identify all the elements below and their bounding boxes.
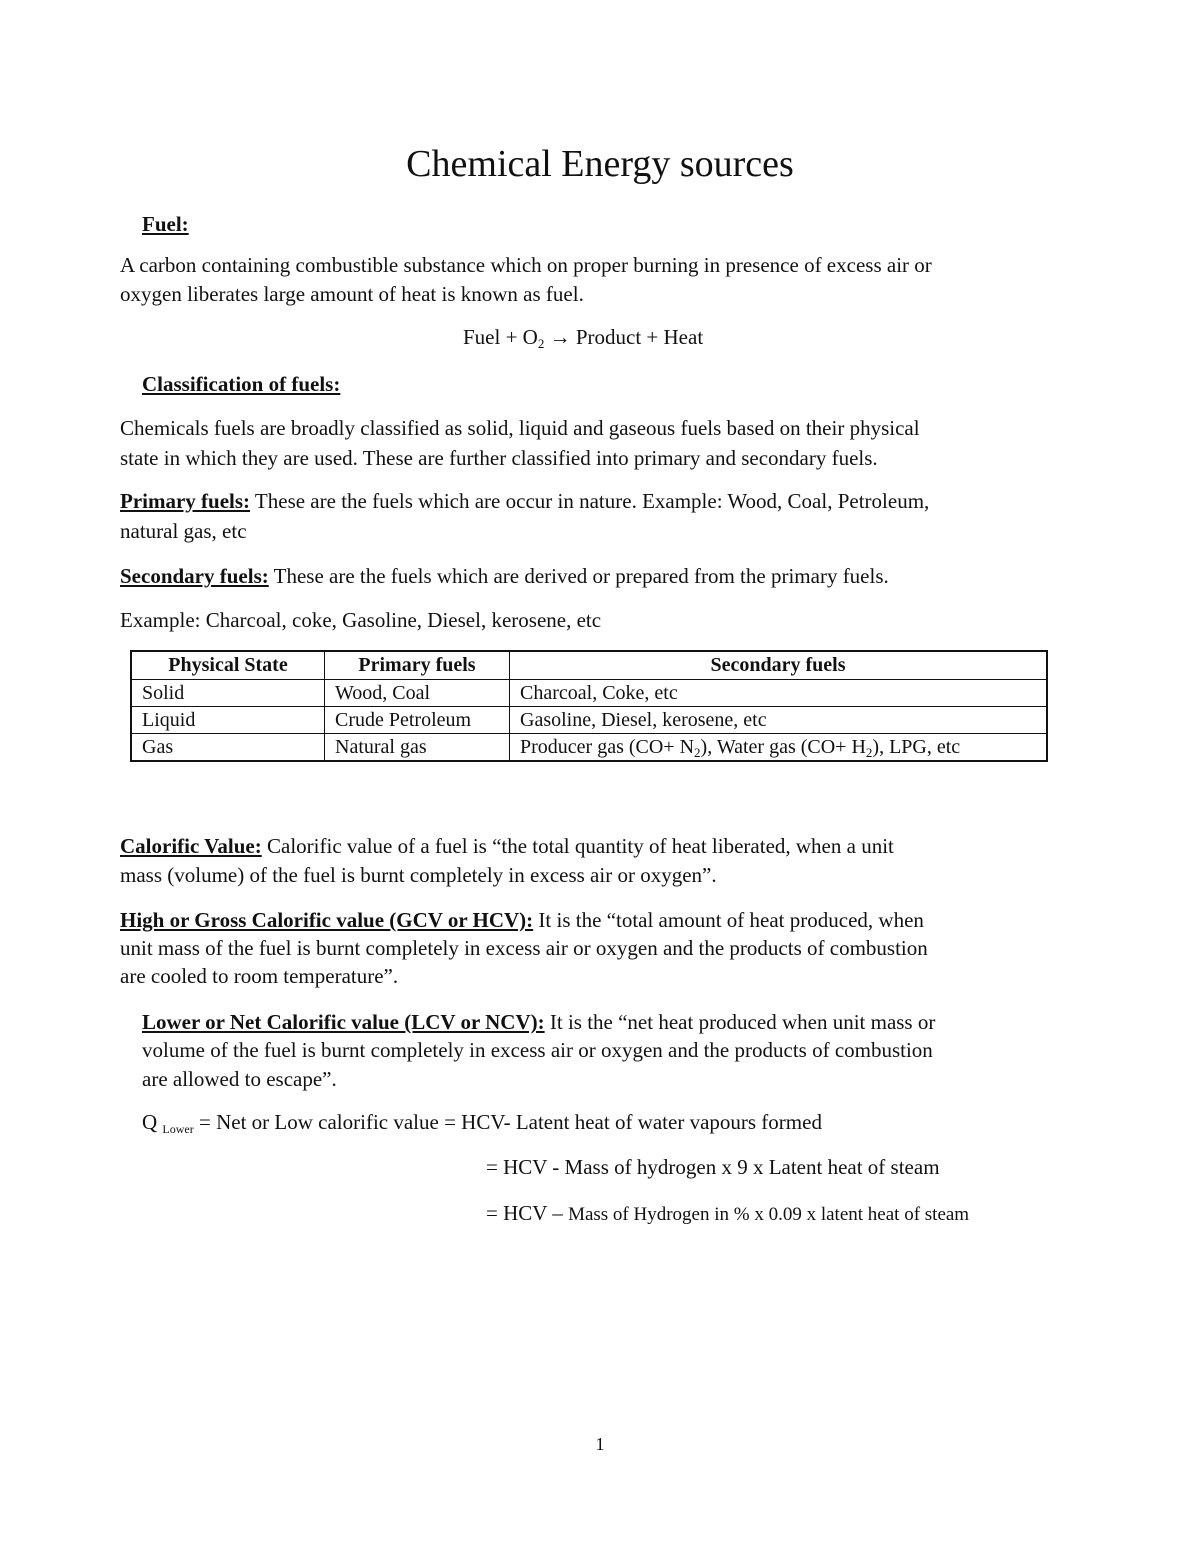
table-header-secondary-fuels: Secondary fuels — [510, 651, 1048, 680]
table-cell-gas-secondary — [510, 734, 1048, 762]
formula-q: Q — [142, 1110, 158, 1134]
table-header-physical-state: Physical State — [131, 651, 325, 680]
gcv-paragraph — [120, 906, 924, 935]
table-cell: Wood, Coal — [325, 680, 510, 707]
formula-line2: = HCV - Mass of hydrogen x 9 x Latent heat of steam — [486, 1155, 940, 1179]
page-title: Chemical Energy sources — [406, 143, 794, 185]
fuels-table — [130, 650, 1048, 762]
equation-subscript: 2 — [537, 336, 545, 351]
calorific-value-text1: Calorific value of a fuel is “the total quantity of heat liberated, when a unit — [261, 834, 894, 858]
table-cell: Gasoline, Diesel, kerosene, etc — [510, 707, 1048, 734]
table-cell: Crude Petroleum — [325, 707, 510, 734]
calorific-value-paragraph — [120, 832, 894, 861]
gcv-text2: unit mass of the fuel is burnt completely in excess air or oxygen and the products of combustion — [120, 936, 928, 960]
classification-line1: Chemicals fuels are broadly classified as solid, liquid and gaseous fuels based on their physical — [120, 416, 920, 440]
table-cell: Natural gas — [325, 734, 510, 762]
table-cell: Liquid — [131, 707, 325, 734]
table-header-row — [131, 651, 1047, 680]
primary-fuels-paragraph — [120, 487, 929, 516]
fuel-heading: Fuel: — [142, 212, 189, 236]
formula-line3 — [486, 1201, 969, 1226]
primary-fuels-text: These are the fuels which are occur in nature. Example: Wood, Coal, Petroleum, — [250, 489, 930, 513]
gcv-text1: It is the “total amount of heat produced, when — [533, 908, 924, 932]
gas-subscript-n2: 2 — [694, 745, 701, 760]
gas-secondary-part-a: Producer gas (CO+ N — [520, 736, 695, 758]
formula-line3-a: = HCV – — [486, 1201, 569, 1225]
lcv-label: Lower or Net Calorific value (LCV or NCV): — [142, 1010, 545, 1034]
page-number: 1 — [595, 1434, 605, 1454]
equation-part-b: → Product + Heat — [544, 325, 704, 349]
formula-line3-b: Mass of Hydrogen in % x 0.09 x latent heat of steam — [568, 1204, 970, 1225]
lcv-paragraph — [142, 1008, 935, 1037]
gas-secondary-part-c: ), LPG, etc — [872, 736, 961, 758]
formula-line1 — [142, 1110, 822, 1135]
secondary-fuels-text: These are the fuels which are derived or prepared from the primary fuels. — [268, 564, 889, 588]
equation-part-a: Fuel + O — [463, 325, 538, 349]
table-header-primary-fuels: Primary fuels — [325, 651, 510, 680]
formula-q-subscript: Lower — [162, 1122, 194, 1136]
primary-fuels-label: Primary fuels: — [120, 489, 251, 513]
gcv-text3: are cooled to room temperature”. — [120, 964, 399, 988]
secondary-fuels-label: Secondary fuels: — [120, 564, 269, 588]
table-cell: Charcoal, Coke, etc — [510, 680, 1048, 707]
table-cell: Solid — [131, 680, 325, 707]
gas-secondary-part-b: ), Water gas (CO+ H — [700, 736, 866, 758]
calorific-value-text2: mass (volume) of the fuel is burnt completely in excess air or oxygen”. — [120, 863, 717, 887]
table-cell: Gas — [131, 734, 325, 762]
gas-subscript-h2: 2 — [865, 745, 873, 760]
fuel-definition-line2: oxygen liberates large amount of heat is known as fuel. — [120, 282, 584, 306]
primary-fuels-text-line2: natural gas, etc — [120, 519, 247, 543]
fuel-definition-line1: A carbon containing combustible substance which on proper burning in presence of excess air or — [120, 253, 932, 277]
formula-line1-text: = Net or Low calorific value = HCV- Latent heat of water vapours formed — [193, 1110, 822, 1134]
classification-heading: Classification of fuels: — [142, 372, 341, 396]
table-row — [131, 707, 1047, 734]
secondary-fuels-paragraph — [120, 562, 889, 591]
classification-line2: state in which they are used. These are further classified into primary and secondary fuels. — [120, 446, 878, 470]
lcv-text1: It is the “net heat produced when unit mass or — [544, 1010, 936, 1034]
lcv-text2: volume of the fuel is burnt completely in excess air or oxygen and the products of combustion — [142, 1038, 933, 1062]
secondary-fuels-example: Example: Charcoal, coke, Gasoline, Diesel, kerosene, etc — [120, 608, 602, 632]
fuel-equation — [463, 325, 703, 350]
lcv-text3: are allowed to escape”. — [142, 1067, 337, 1091]
calorific-value-label: Calorific Value: — [120, 834, 262, 858]
gcv-label: High or Gross Calorific value (GCV or HCV): — [120, 908, 534, 932]
table-row — [131, 734, 1047, 762]
table-row — [131, 680, 1047, 707]
